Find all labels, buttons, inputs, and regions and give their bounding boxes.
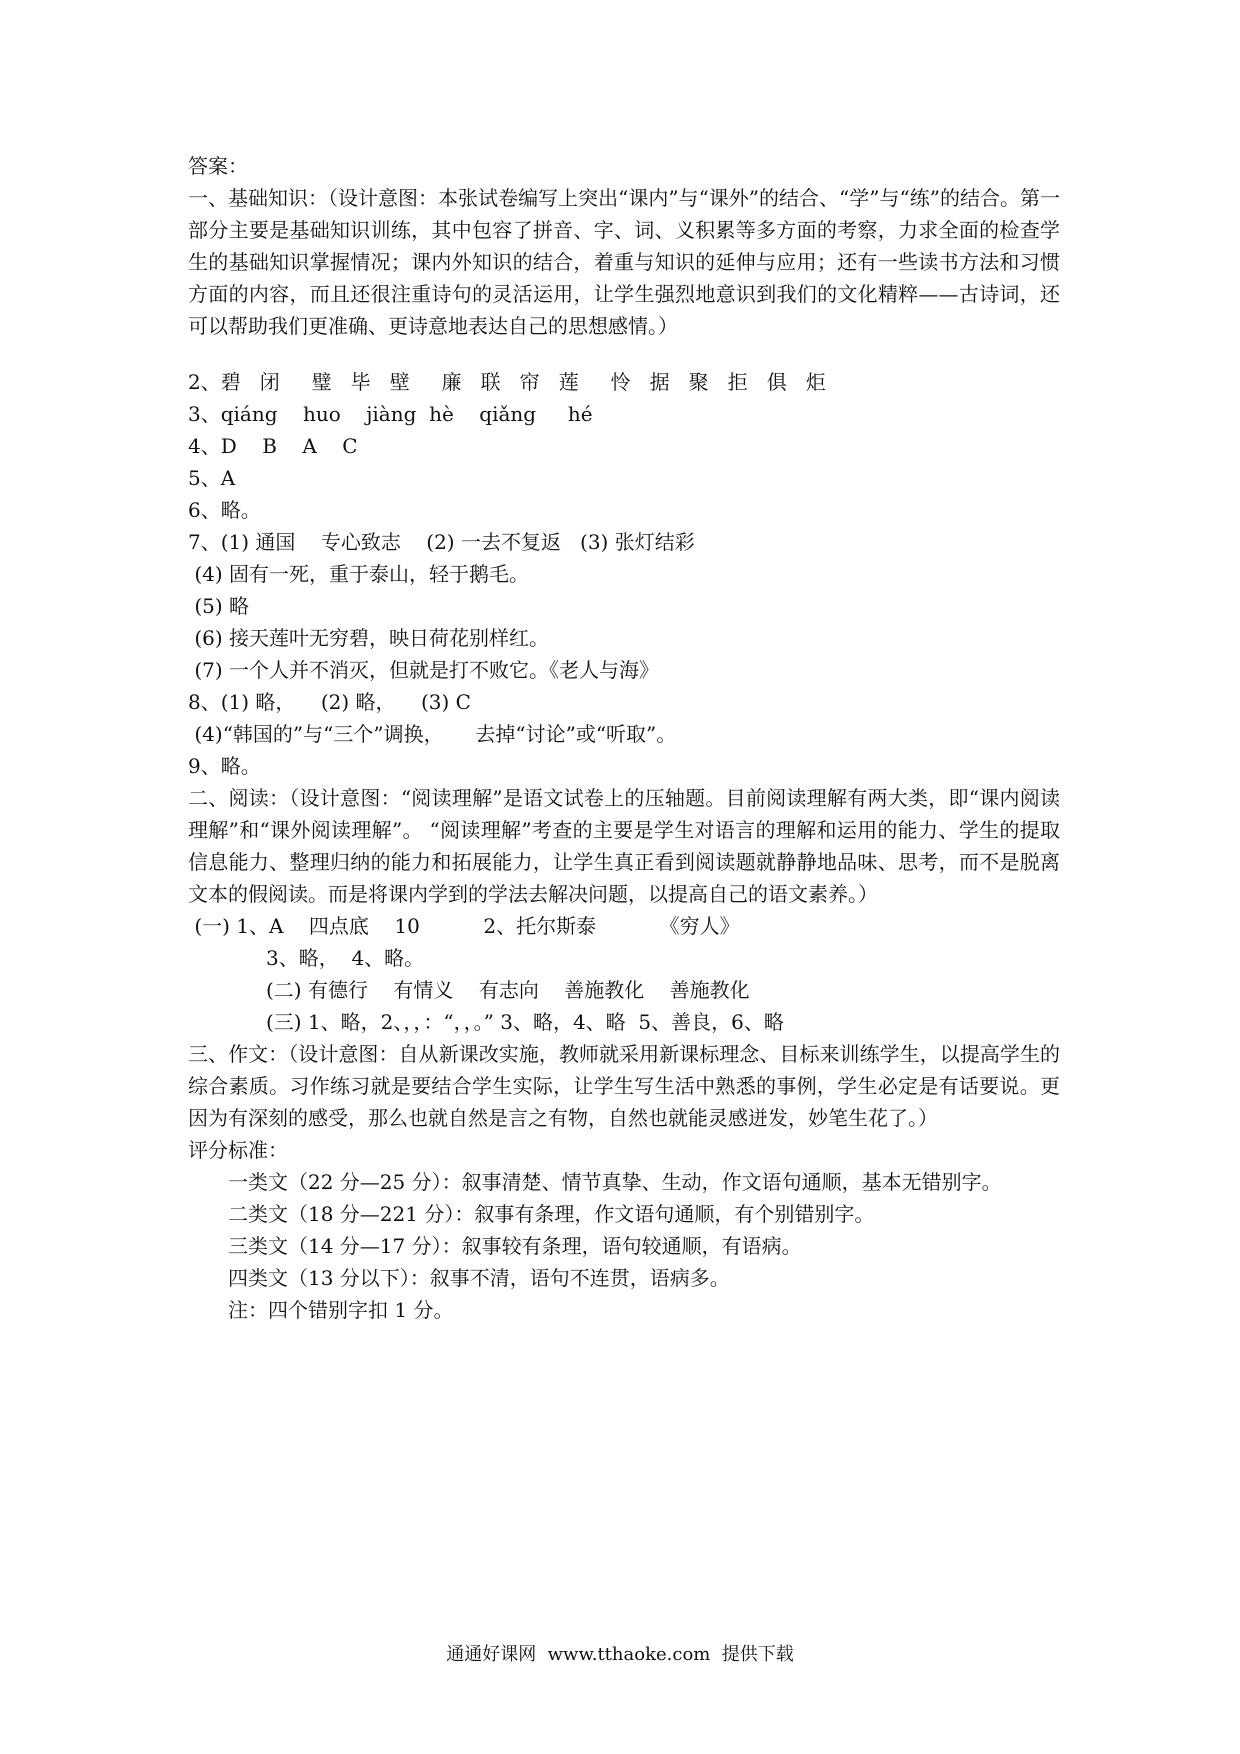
answer-item: (三) 1、略，2、，，：“，，。” 3、略，4、略 5、善良，6、略 <box>266 1010 784 1034</box>
criteria-item: 一类文（22 分—25 分）：叙事清楚、情节真挚、生动，作文语句通顺，基本无错别字。 <box>228 1170 1002 1194</box>
criteria-item: 二类文（18 分—221 分）：叙事有条理，作文语句通顺，有个别错别字。 <box>228 1202 875 1226</box>
answer-item: 3、qiáng huo jiàng hè qiǎng hé <box>188 402 593 426</box>
answer-item: 6、略。 <box>188 498 261 522</box>
answer-item: 5、A <box>188 466 236 490</box>
answer-item: 7、(1) 通国 专心致志 (2) 一去不复返 (3) 张灯结彩 <box>188 530 695 554</box>
answer-item: 2、碧 闭 璧 毕 壁 廉 联 帘 莲 怜 据 聚 拒 俱 炬 <box>188 370 826 394</box>
answer-item: 9、略。 <box>188 754 261 778</box>
answer-item: (5) 略 <box>188 594 250 618</box>
section2-intro: 二、阅读：（设计意图：“阅读理解”是语文试卷上的压轴题。目前阅读理解有两大类，即“课内阅读理解”和“课外阅读理解”。 “阅读理解”考查的主要是学生对语言的理解和运用的能力、学生的提取信息能力、整理归纳的能力和拓展能力，让学生真正看到阅读题就静静地品味、思考，而不是脱离文本的假阅读。而是将课内学到的学法去解决问题，以提高自己的语文素养。） <box>188 786 1060 906</box>
answer-item: 3、略， 4、略。 <box>266 946 425 970</box>
section3-intro: 三、作文：（设计意图：自从新课改实施，教师就采用新课标理念、目标来训练学生，以提高学生的综合素质。习作练习就是要结合学生实际，让学生写生活中熟悉的事例，学生必定是有话要说。更因为有深刻的感受，那么也就自然是言之有物，自然也就能灵感迸发，妙笔生花了。） <box>188 1042 1060 1130</box>
answer-item: (4)“韩国的”与“三个”调换， 去掉“讨论”或“听取”。 <box>188 722 677 746</box>
answer-document <box>188 150 1060 1326</box>
answer-item: (二) 有德行 有情义 有志向 善施教化 善施教化 <box>266 978 750 1002</box>
section1-intro: 一、基础知识：（设计意图：本张试卷编写上突出“课内”与“课外”的结合、“学”与“练”的结合。第一部分主要是基础知识训练，其中包容了拼音、字、词、义积累等多方面的考察，力求全面的检查学生的基础知识掌握情况；课内外知识的结合，着重与知识的延伸与应用；还有一些读书方法和习惯方面的内容，而且还很注重诗句的灵活运用，让学生强烈地意识到我们的文化精粹——古诗词，还可以帮助我们更准确、更诗意地表达自己的思想感情。） <box>188 186 1060 338</box>
answer-item: 4、D B A C <box>188 434 358 458</box>
spacer <box>188 342 1060 366</box>
criteria-title: 评分标准： <box>188 1138 288 1162</box>
answer-item: (7) 一个人并不消灭，但就是打不败它。《老人与海》 <box>188 658 660 682</box>
criteria-item: 四类文（13 分以下）：叙事不清，语句不连贯，语病多。 <box>228 1266 730 1290</box>
answer-item: (4) 固有一死，重于泰山，轻于鹅毛。 <box>188 562 530 586</box>
answer-title: 答案： <box>188 154 248 178</box>
answer-item: 8、(1) 略， (2) 略， (3) C <box>188 690 471 714</box>
page-footer: 通通好课网 www.tthaoke.com 提供下载 <box>446 1644 794 1665</box>
answer-item: (一) 1、A 四点底 10 2、托尔斯泰 《穷人》 <box>188 914 740 938</box>
criteria-item: 注：四个错别字扣 1 分。 <box>228 1298 454 1322</box>
criteria-item: 三类文（14 分—17 分）：叙事较有条理，语句较通顺，有语病。 <box>228 1234 802 1258</box>
answer-item: (6) 接天莲叶无穷碧，映日荷花别样红。 <box>188 626 550 650</box>
